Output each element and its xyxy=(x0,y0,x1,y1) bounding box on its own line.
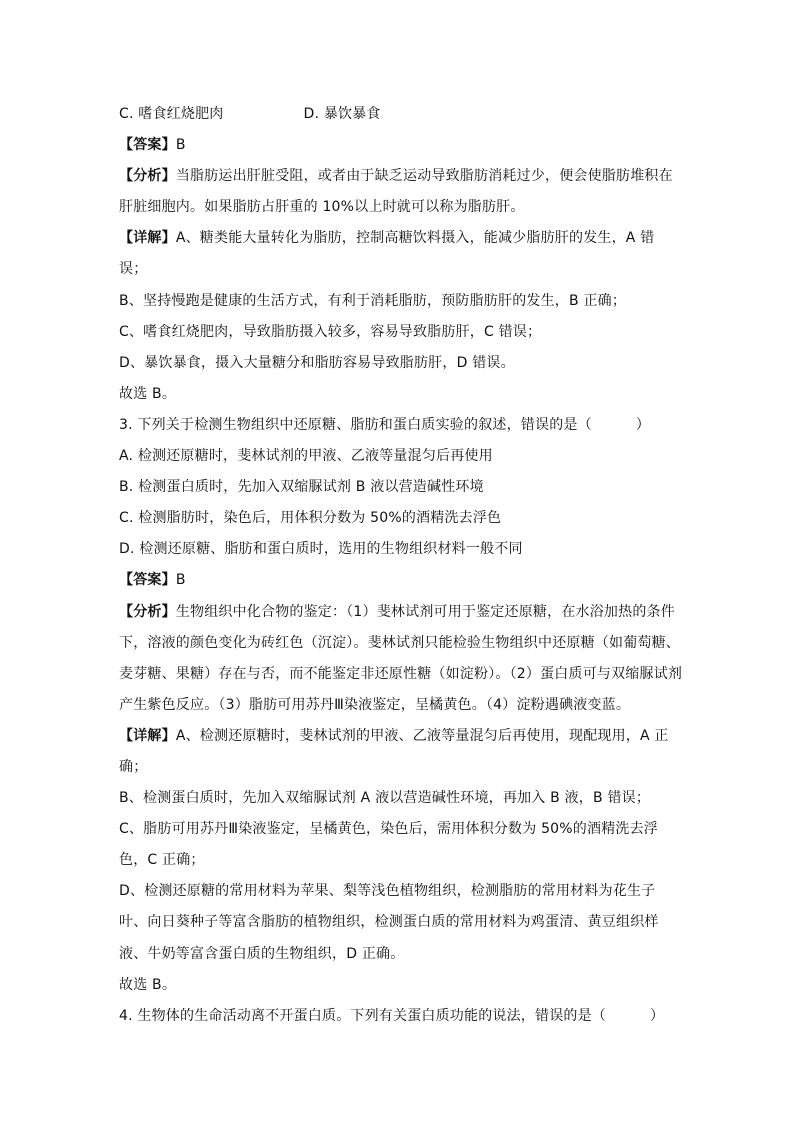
section-label: 【详解】 xyxy=(119,230,176,247)
text-line xyxy=(119,441,679,472)
section-label: 【答案】 xyxy=(119,572,176,589)
text-line xyxy=(119,907,679,938)
text-line xyxy=(119,783,679,814)
paragraph-text: D. 检测还原糖、脂肪和蛋白质时，选用的生物组织材料一般不同 xyxy=(119,541,523,558)
paragraph-text: A、糖类能大量转化为脂肪，控制高糖饮料摄入，能减少脂肪肝的发生，A 错 xyxy=(175,230,655,247)
paragraph-text: 确； xyxy=(119,758,148,775)
text-line xyxy=(119,690,679,721)
text-line xyxy=(119,752,679,783)
paragraph-text: 叶、向日葵种子等富含脂肪的植物组织，检测蛋白质的常用材料为鸡蛋清、黄豆组织样 xyxy=(119,914,659,931)
labeled-paragraph-line xyxy=(119,223,679,254)
text-line xyxy=(119,534,679,565)
paragraph-text: 麦芽糖、果糖）存在与否，而不能鉴定非还原性糖（如淀粉）。（2）蛋白质可与双缩脲试剂 xyxy=(119,665,683,682)
text-line xyxy=(119,192,679,223)
paragraph-text: 液、牛奶等富含蛋白质的生物组织，D 正确。 xyxy=(119,945,405,962)
paragraph-text: D、暴饮暴食，摄入大量糖分和脂肪容易导致脂肪肝，D 错误。 xyxy=(119,354,515,371)
question-text: 3. 下列关于检测生物组织中还原糖、脂肪和蛋白质实验的叙述，错误的是（ xyxy=(119,416,592,433)
paragraph-text: 当脂肪运出肝脏受阻，或者由于缺乏运动导致脂肪消耗过少，便会使脂肪堆积在 xyxy=(175,168,673,185)
text-line xyxy=(119,814,679,845)
paragraph-text: D、检测还原糖的常用材料为苹果、梨等浅色植物组织，检测脂肪的常用材料为花生子 xyxy=(119,883,656,900)
text-line xyxy=(119,659,683,690)
text-line xyxy=(119,286,679,317)
labeled-paragraph-line xyxy=(119,721,679,752)
labeled-paragraph-line xyxy=(119,161,679,192)
question-stem-line xyxy=(119,410,679,441)
paragraph-text: 下，溶液的颜色变化为砖红色（沉淀）。斐林试剂只能检验生物组织中还原糖（如葡萄糖、 xyxy=(119,634,680,651)
option-text: D. 暴饮暴食 xyxy=(303,106,381,122)
paragraph-text: 误； xyxy=(119,261,148,278)
paragraph-text: B xyxy=(175,572,186,589)
text-line xyxy=(119,472,679,503)
text-line xyxy=(119,348,679,379)
paragraph-text: 生物组织中化合物的鉴定：（1）斐林试剂可用于鉴定还原糖，在水浴加热的条件 xyxy=(175,603,675,620)
paragraph-text: 故选 B。 xyxy=(119,385,177,402)
option-text: C. 嗜食红烧肥肉 xyxy=(119,106,224,122)
text-line xyxy=(119,379,679,410)
paragraph-text: A. 检测还原糖时，斐林试剂的甲液、乙液等量混匀后再使用 xyxy=(119,448,493,465)
paragraph-text: B、检测蛋白质时，先加入双缩脲试剂 A 液以营造碱性环境，再加入 B 液，B 错误； xyxy=(119,790,651,807)
paragraph-text: C. 检测脂肪时，染色后，用体积分数为 50%的酒精洗去浮色 xyxy=(119,510,502,527)
paragraph-text: 色，C 正确； xyxy=(119,852,205,869)
section-label: 【分析】 xyxy=(119,168,176,185)
question-text: 4. 生物体的生命活动离不开蛋白质。下列有关蛋白质功能的说法，错误的是（ xyxy=(119,1007,607,1024)
text-line xyxy=(119,939,679,970)
paragraph-text: 肝脏细胞内。如果脂肪占肝重的 10%以上时就可以称为脂肪肝。 xyxy=(119,199,525,216)
paragraph-text: B. 检测蛋白质时，先加入双缩脲试剂 B 液以营造碱性环境 xyxy=(119,479,484,496)
text-line xyxy=(119,876,679,907)
paragraph-text: A、检测还原糖时，斐林试剂的甲液、乙液等量混匀后再使用，现配现用，A 正 xyxy=(175,727,669,744)
answer-options-line xyxy=(119,99,679,130)
section-label: 【答案】 xyxy=(119,137,176,154)
text-line xyxy=(119,845,679,876)
paragraph-text: 故选 B。 xyxy=(119,976,177,993)
section-label: 【详解】 xyxy=(119,727,176,744)
paragraph-text: C、嗜食红烧肥肉，导致脂肪摄入较多，容易导致脂肪肝，C 错误； xyxy=(119,323,542,340)
labeled-paragraph-line xyxy=(119,597,679,628)
text-line xyxy=(119,254,679,285)
paragraph-text: C、脂肪可用苏丹Ⅲ染液鉴定，呈橘黄色，染色后，需用体积分数为 50%的酒精洗去浮 xyxy=(119,821,658,838)
text-line xyxy=(119,317,679,348)
text-line xyxy=(119,503,679,534)
question-stem-line xyxy=(119,1001,679,1032)
closing-paren: ） xyxy=(650,1007,665,1024)
paragraph-text: B xyxy=(175,137,186,154)
document-body xyxy=(119,99,683,1032)
labeled-paragraph-line xyxy=(119,565,679,596)
text-line xyxy=(119,970,679,1001)
closing-paren: ） xyxy=(635,416,651,433)
text-line xyxy=(119,628,679,659)
labeled-paragraph-line xyxy=(119,130,679,161)
section-label: 【分析】 xyxy=(119,603,176,620)
paragraph-text: B、坚持慢跑是健康的生活方式，有利于消耗脂肪，预防脂肪肝的发生，B 正确； xyxy=(119,292,627,309)
paragraph-text: 产生紫色反应。（3）脂肪可用苏丹Ⅲ染液鉴定，呈橘黄色。（4）淀粉遇碘液变蓝。 xyxy=(119,696,631,713)
